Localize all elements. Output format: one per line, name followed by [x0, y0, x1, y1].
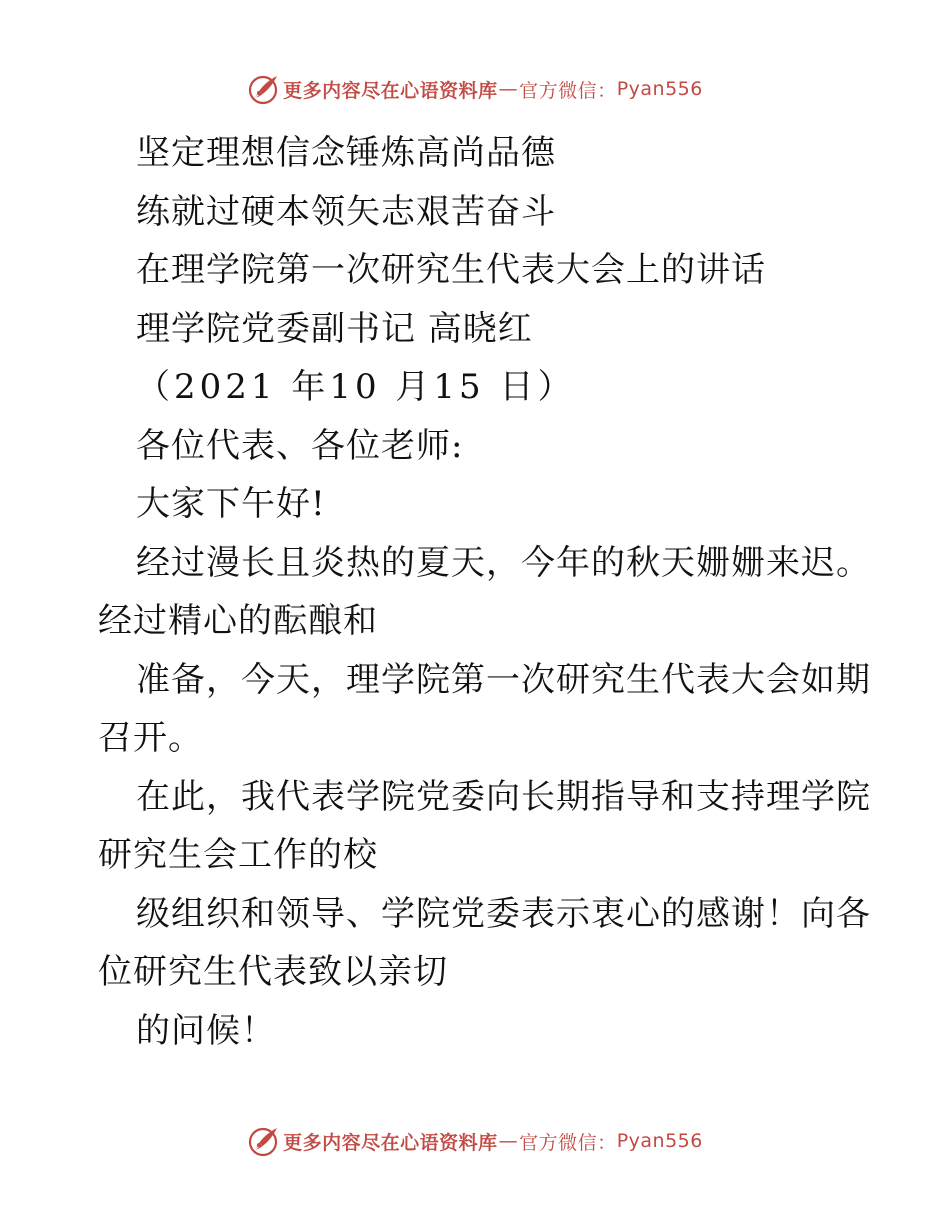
quill-pen-logo-icon — [247, 72, 281, 106]
subtitle-line: 在理学院第一次研究生代表大会上的讲话 — [136, 250, 766, 290]
watermark-dash: — — [498, 1130, 519, 1152]
paragraph-line: 召开。 — [98, 718, 203, 758]
footer-watermark — [0, 1124, 950, 1158]
watermark-wechat-label: 官方微信： — [519, 79, 617, 102]
quill-pen-logo-icon — [247, 1124, 281, 1158]
speaker-line: 理学院党委副书记 高晓红 — [136, 308, 533, 349]
date-line: （2021 年10 月15 日） — [136, 367, 576, 407]
title-line-2: 练就过硬本领矢志艰苦奋斗 — [136, 191, 556, 232]
paragraph-line: 的问候！ — [136, 1010, 276, 1051]
paragraph-line: 准备，今天，理学院第一次研究生代表大会如期 — [136, 659, 871, 700]
paragraph-line: 经过精心的酝酿和 — [98, 601, 378, 641]
watermark-main-text: 更多内容尽在心语资料库 — [283, 79, 498, 102]
watermark-dash: — — [498, 78, 519, 100]
document-body — [98, 124, 871, 1060]
watermark-wechat-id: Pyan556 — [616, 78, 703, 100]
watermark-main-text: 更多内容尽在心语资料库 — [283, 1131, 498, 1154]
paragraph-line: 研究生会工作的校 — [98, 835, 378, 875]
paragraph-line: 位研究生代表致以亲切 — [98, 952, 448, 992]
paragraph-line: 级组织和领导、学院党委表示衷心的感谢！向各 — [136, 893, 871, 934]
watermark-wechat-label: 官方微信： — [519, 1131, 617, 1154]
greeting-line: 大家下午好! — [136, 484, 326, 524]
watermark-wechat-id: Pyan556 — [616, 1130, 703, 1152]
salutation-line: 各位代表、各位老师: — [136, 425, 464, 466]
header-watermark — [0, 72, 950, 106]
title-line-1: 坚定理想信念锤炼高尚品德 — [136, 133, 556, 173]
paragraph-line: 经过漫长且炎热的夏天，今年的秋天姗姗来迟。 — [136, 542, 871, 583]
paragraph-line: 在此，我代表学院党委向长期指导和支持理学院 — [136, 776, 871, 817]
